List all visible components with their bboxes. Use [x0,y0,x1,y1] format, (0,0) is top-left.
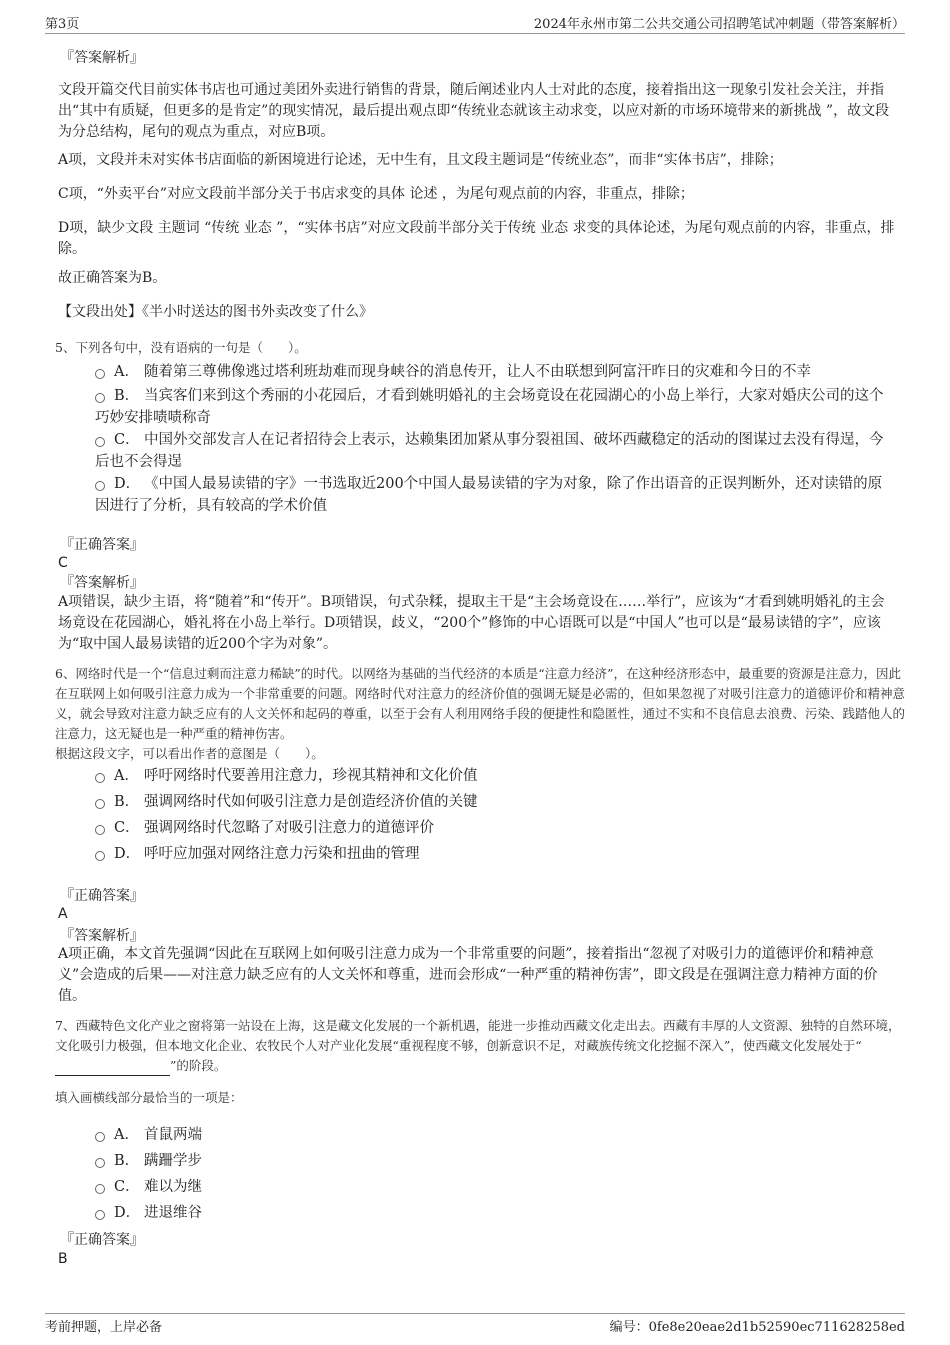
q7-option-a[interactable]: A． 首鼠两端 [95,1124,895,1146]
q5-option-b[interactable]: B． 当宾客们来到这个秀丽的小花园后，才看到姚明婚礼的主会场竟设在花园湖心的小岛上举行，大家对婚庆公司的这个巧妙安排啧啧称奇 [95,388,884,426]
q7-option-b[interactable]: B． 蹒跚学步 [95,1150,895,1172]
radio-icon[interactable] [95,851,105,861]
q4-analysis-p3: C项，“外卖平台”对应文段前半部分关于书店求变的具体 论述 ，为尾句观点前的内容，非重点，排除； [58,186,694,202]
q4-analysis-p2: A项，文段并未对实体书店面临的新困境进行论述，无中生有，且文段主题词是“传统业态”，而非“实体书店”，排除； [58,152,783,168]
q5-answer-label: 『正确答案』 [60,537,144,553]
radio-icon[interactable] [95,437,105,447]
radio-icon[interactable] [95,799,105,809]
radio-icon[interactable] [95,1210,105,1220]
q6-option-c[interactable]: C． 强调网络时代忽略了对吸引注意力的道德评价 [95,817,895,839]
q5-option-d[interactable]: D． 《中国人最易读错的字》一书选取近200个中国人最易读错的字为对象，除了作出语音的正误判断外，还对读错的原因进行了分析，具有较高的学术价值 [95,476,883,514]
q7-answer-label: 『正确答案』 [60,1232,144,1248]
q6-answer-label: 『正确答案』 [60,888,144,904]
q5-analysis-label: 『答案解析』 [60,575,144,591]
q7-question: 填入画横线部分最恰当的一项是： [55,1090,243,1105]
q6-question: 根据这段文字，可以看出作者的意图是（ ）。 [55,746,324,761]
q7-answer: B [58,1251,68,1267]
q6-option-a[interactable]: A． 呼吁网络时代要善用注意力，珍视其精神和文化价值 [95,765,895,787]
q6-answer: A [58,906,68,922]
radio-icon[interactable] [95,1184,105,1194]
page-footer [45,1313,905,1335]
q6-option-b[interactable]: B． 强调网络时代如何吸引注意力是创造经济价值的关键 [95,791,895,813]
q4-answer-conclusion: 故正确答案为B。 [58,270,167,286]
q7-option-c[interactable]: C． 难以为继 [95,1176,895,1198]
page-header [45,13,905,34]
document-id: 编号：0fe8e20eae2d1b52590ec711628258ed [609,1320,905,1335]
radio-icon[interactable] [95,1132,105,1142]
radio-icon[interactable] [95,825,105,835]
q5-option-a[interactable]: A． 随着第三尊佛像逃过塔利班劫难而现身峡谷的消息传开，让人不由联想到阿富汗昨日的灾难和今日的不幸 [95,361,895,383]
document-title: 2024年永州市第二公共交通公司招聘笔试冲刺题（带答案解析） [533,17,905,32]
radio-icon[interactable] [95,773,105,783]
q5-option-c[interactable]: C． 中国外交部发言人在记者招待会上表示，达赖集团加紧从事分裂祖国、破坏西藏稳定的活动的图谋过去没有得逞，今后也不会得逞 [95,432,884,470]
footer-slogan: 考前押题，上岸必备 [45,1320,163,1335]
radio-icon[interactable] [95,393,105,403]
q5-analysis: A项错误，缺少主语，将“随着”和“传开”。B项错误，句式杂糅，提取主干是“主会场竟设在……举行”，应该为“才看到姚明婚礼的主会场竟设在花园湖心，婚礼将在小岛上举行。D项错误，歧义，“200个”修饰的中心语既可以是“中国人”也可以是“最易读错的字”，应该为“取中国人最易读错的近200个字为对象”。 [58,594,885,652]
q5-answer: C [58,555,68,571]
q6-analysis: A项正确，本文首先强调“因此在互联网上如何吸引注意力成为一个非常重要的问题”，接着指出“忽视了对吸引力的道德评价和精神意义”会造成的后果——对注意力缺乏应有的人文关怀和尊重，进而会形成“一种严重的精神伤害”，即文段是在强调注意力精神方面的价值。 [58,946,878,1004]
q4-analysis-p1: 文段开篇交代目前实体书店也可通过美团外卖进行销售的背景，随后阐述业内人士对此的态度，接着指出这一现象引发社会关注，并指出“其中有质疑，但更多的是肯定”的现实情况，最后提出观点即“传统业态就该主动求变，以应对新的市场环境带来的新挑战 ”，故文段为分总结构，尾句的观点为重点，对应B项。 [58,82,890,140]
radio-icon[interactable] [95,481,105,491]
q4-analysis-label: 『答案解析』 [60,50,144,66]
page-number: 第3页 [45,17,80,32]
radio-icon[interactable] [95,369,105,379]
fill-blank [55,1061,170,1076]
radio-icon[interactable] [95,1158,105,1168]
q6-analysis-label: 『答案解析』 [60,928,144,944]
q4-analysis-p4: D项，缺少文段 主题词 “传统 业态 ”，“实体书店”对应文段前半部分关于传统 业态 求变的具体论述，为尾句观点前的内容，非重点，排除。 [58,220,895,257]
q4-source: 【文段出处】《半小时送达的图书外卖改变了什么》 [58,304,373,320]
q7-option-d[interactable]: D． 进退维谷 [95,1202,895,1224]
q5-stem: 5、下列各句中，没有语病的一句是（ ）。 [55,340,307,355]
q6-option-d[interactable]: D． 呼吁应加强对网络注意力污染和扭曲的管理 [95,843,895,865]
q6-stem: 6、网络时代是一个“信息过剩而注意力稀缺”的时代。以网络为基础的当代经济的本质是“注意力经济”，在这种经济形态中，最重要的资源是注意力，因此在互联网上如何吸引注意力成为一个非常重要的问题。网络时代对注意力的经济价值的强调无疑是必需的，但如果忽视了对吸引注意力的道德评价和精神意义，就会导致对注意力缺乏应有的人文关怀和起码的尊重，以至于会有人利用网络手段的便捷性和隐匿性，通过不实和不良信息去浪费、污染、践踏他人的注意力，这无疑也是一种严重的精神伤害。 [55,666,906,741]
q7-stem: 7、西藏特色文化产业之窗将第一站设在上海，这是藏文化发展的一个新机遇，能进一步推动西藏文化走出去。西藏有丰厚的人文资源、独特的自然环境，文化吸引力极强，但本地文化企业、农牧民个人对产业化发展“重视程度不够，创新意识不足，对藏族传统文化挖掘不深入”，使西藏文化发展处于“”的阶段。 [55,1016,905,1076]
